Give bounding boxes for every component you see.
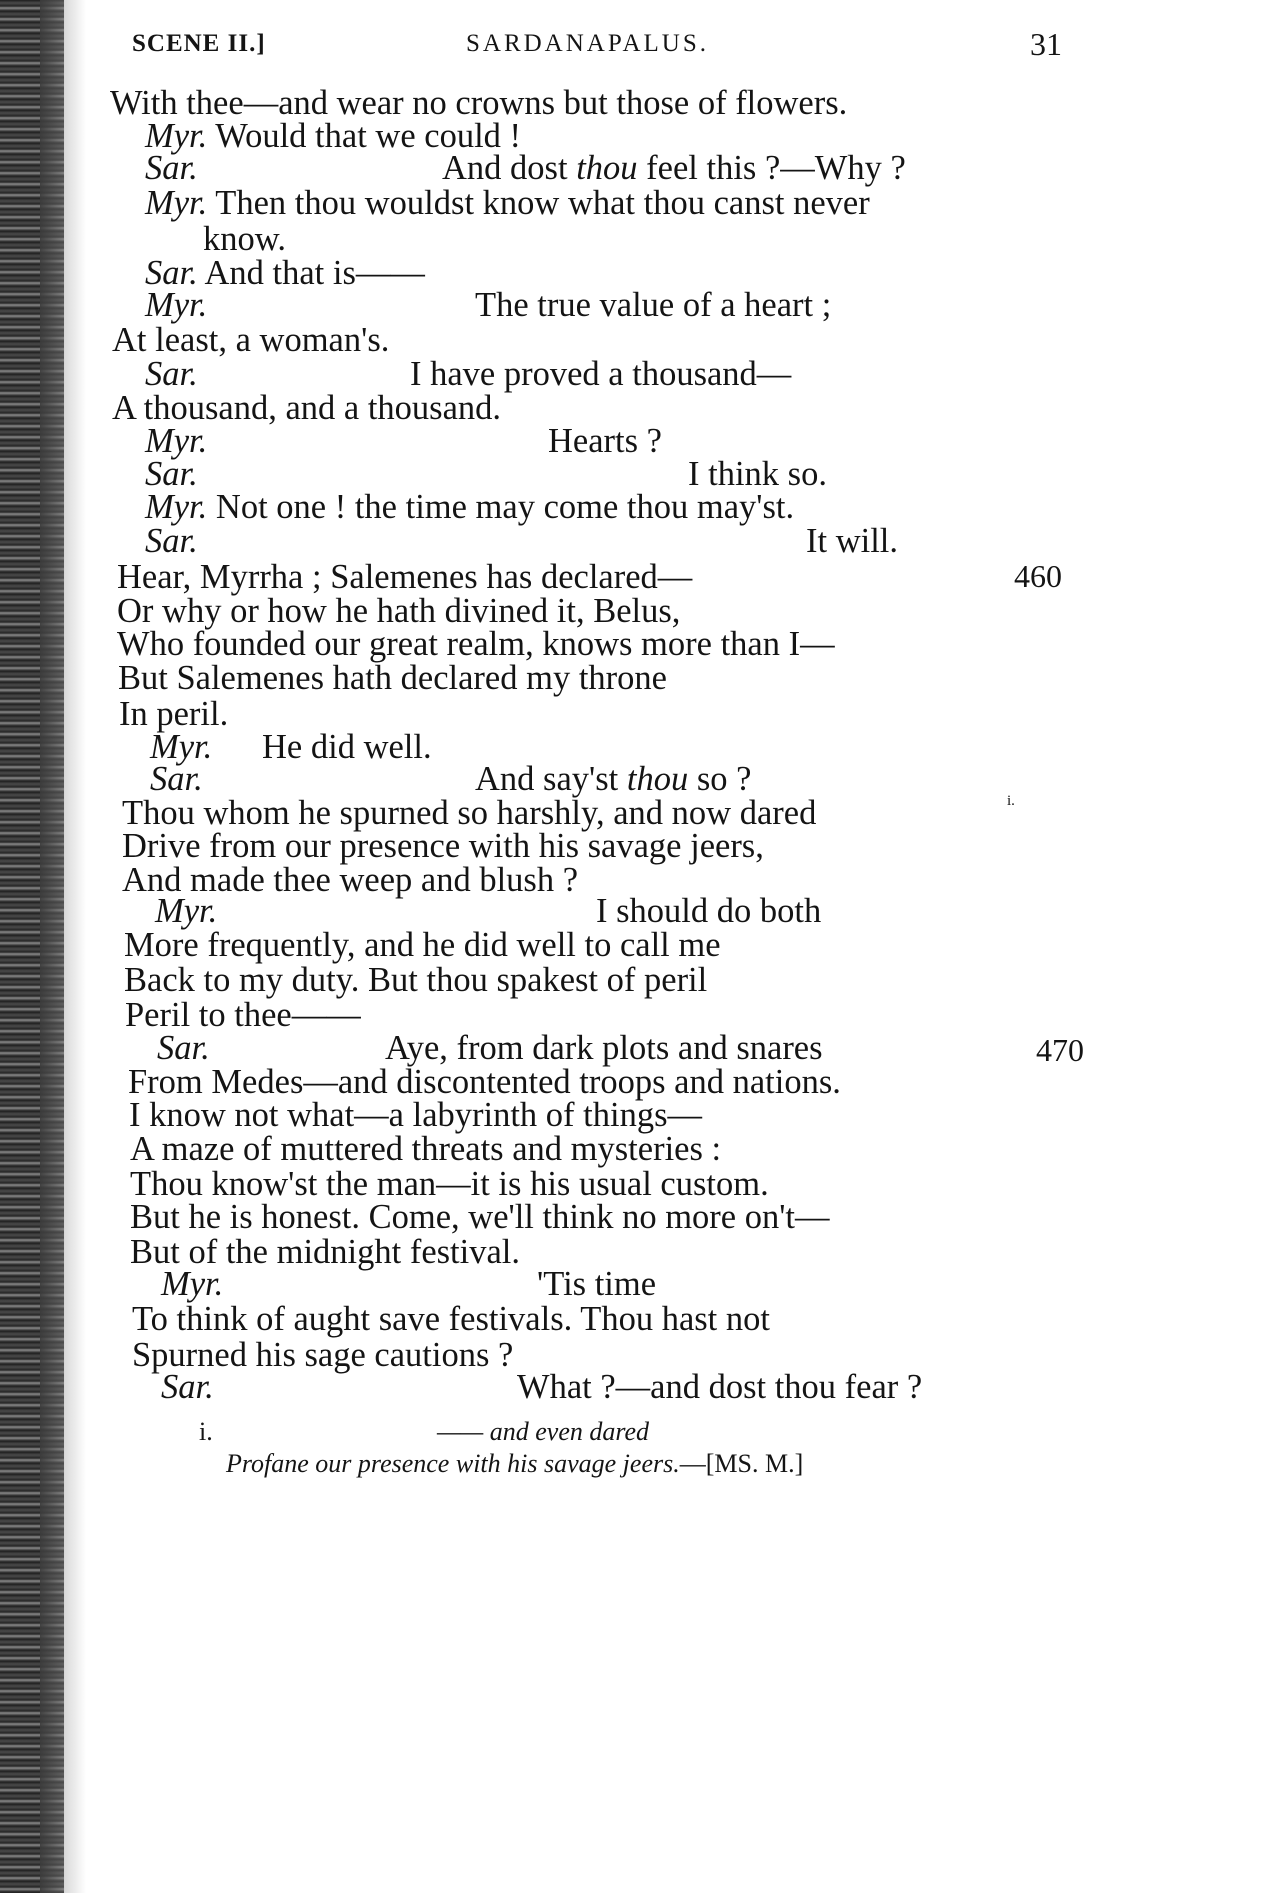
verse-line: Sar. I have proved a thousand— (145, 355, 792, 393)
verse-line: But Salemenes hath declared my throne (118, 659, 667, 697)
speaker-label: Myr. (145, 184, 208, 222)
verse-line: A thousand, and a thousand. (112, 389, 502, 427)
speaker-label: Myr. (145, 286, 208, 324)
verse-line: Sar. And that is—— (145, 254, 425, 292)
verse-line: Hear, Myrrha ; Salemenes has declared— (117, 558, 693, 596)
verse-line: From Medes—and discontented troops and nations. (128, 1063, 841, 1101)
verse-line: I know not what—a labyrinth of things— (129, 1096, 703, 1134)
verse-line: Myr. Not one ! the time may come thou may'st. (145, 488, 795, 526)
verse-line: Spurned his sage cautions ? (132, 1336, 514, 1374)
speaker-label: Sar. (157, 1029, 210, 1067)
verse-line: In peril. (119, 695, 229, 733)
footnote-line: Profane our presence with his savage jeers.—[MS. M.] (226, 1449, 804, 1478)
speaker-label: Myr. (145, 488, 208, 526)
verse-line: Or why or how he hath divined it, Belus, (117, 592, 681, 630)
footnote-marker: i. (199, 1417, 213, 1446)
verse-line: Myr. He did well. (150, 728, 432, 766)
speaker-label: Myr. (161, 1265, 224, 1303)
verse-line: At least, a woman's. (112, 321, 390, 359)
verse-line: Thou know'st the man—it is his usual custom. (130, 1165, 769, 1203)
speaker-label: Myr. (145, 422, 208, 460)
speaker-label: Sar. (145, 149, 198, 187)
line-number: 470 (1036, 1032, 1084, 1068)
verse-line: Back to my duty. But thou spakest of peril (124, 961, 708, 999)
running-header (0, 26, 1266, 70)
verse-line: With thee—and wear no crowns but those of flowers. (110, 84, 848, 122)
verse-line: know. (203, 220, 287, 258)
page-number: 31 (1030, 26, 1062, 62)
verse-line: Thou whom he spurned so harshly, and now dared (122, 794, 817, 832)
verse-line: A maze of muttered threats and mysteries : (130, 1130, 722, 1168)
speaker-label: Myr. (145, 117, 208, 155)
verse-line: Myr. Then thou wouldst know what thou canst never (145, 184, 870, 222)
verse-line: Sar. What ?—and dost thou fear ? (161, 1368, 923, 1406)
verse-line: Sar. And say'st thou so ? (150, 760, 752, 798)
binding-shadow (40, 0, 86, 1893)
verse-line: Who founded our great realm, knows more than I— (117, 625, 835, 663)
speaker-label: Sar. (145, 455, 198, 493)
footnote-line: —— and even dared (437, 1417, 650, 1446)
speaker-label: Sar. (161, 1368, 214, 1406)
scene-heading: SCENE II.] (132, 30, 266, 57)
speaker-label: Sar. (145, 355, 198, 393)
running-title: SARDANAPALUS. (466, 30, 709, 57)
speaker-label: Sar. (145, 522, 198, 560)
speaker-label: Sar. (145, 254, 198, 292)
verse-line: And made thee weep and blush ? (122, 861, 579, 899)
verse-line: Drive from our presence with his savage jeers, (122, 827, 764, 865)
verse-line: But he is honest. Come, we'll think no more on't— (130, 1198, 830, 1236)
verse-line: Peril to thee—— (125, 996, 361, 1034)
verse-line: Sar. I think so. (145, 455, 827, 493)
verse-line: Myr. Would that we could ! (145, 117, 522, 155)
verse-line: To think of aught save festivals. Thou hast not (132, 1300, 770, 1338)
verse-line: Myr. Hearts ? (145, 422, 662, 460)
speaker-label: Myr. (150, 728, 213, 766)
footnote-source: —[MS. M.] (679, 1449, 804, 1478)
footnote-reference: i. (1007, 793, 1015, 809)
line-number: 460 (1014, 558, 1062, 594)
verse-line: More frequently, and he did well to call me (124, 926, 721, 964)
verse-line: Myr. 'Tis time (161, 1265, 657, 1303)
verse-line: Sar. Aye, from dark plots and snares (157, 1029, 823, 1067)
verse-line: Myr. The true value of a heart ; (145, 286, 832, 324)
speaker-label: Sar. (150, 760, 203, 798)
verse-line: Myr. I should do both (155, 892, 822, 930)
speaker-label: Myr. (155, 892, 218, 930)
verse-line: Sar. It will. (145, 522, 898, 560)
verse-line: Sar. And dost thou feel this ?—Why ? (145, 149, 906, 187)
verse-line: But of the midnight festival. (130, 1233, 520, 1271)
